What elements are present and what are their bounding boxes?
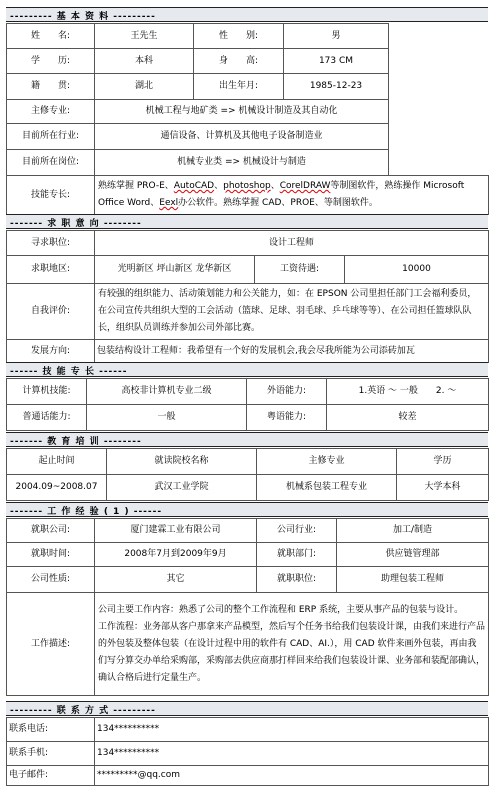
degree-value: 本科 (95, 49, 194, 74)
edu-header-major: 主修专业 (257, 449, 397, 475)
height-value: 173 CM (284, 49, 389, 74)
specialty-table (6, 175, 489, 215)
eval-label: 自我评价: (7, 284, 95, 340)
dept-label: 就职部门: (257, 543, 337, 567)
cantonese-value: 较差 (327, 405, 489, 431)
salary-value: 10000 (345, 256, 489, 284)
work-table (6, 518, 489, 696)
section-title: ------- 教 育 培 训 -------- (10, 437, 142, 447)
desc-paragraph: 工作流程：业务部从客户那拿来产品模型，然后写个任务书给我们包装设计课，由我们来进行产品的外包装及整体包装（在设计过程中用的软件有 CAD、AI.），用 CAD 软件来画外包装，再由我们写分算交办单给采购部，采购部去供应商那打样回来给我们包装设计课、业务部和装配部确认，确认合格后进行定量生产。 (98, 621, 486, 683)
mobile-label: 联系手机: (7, 742, 95, 766)
section-header-basic (6, 7, 488, 22)
dept-value: 供应链管理部 (337, 543, 489, 567)
edu-school: 武汉工业学院 (107, 475, 257, 501)
basic-info-table (6, 23, 389, 176)
birth-value: 1985-12-23 (284, 74, 389, 100)
name-value: 王先生 (95, 24, 194, 49)
position-value: 机械专业类 => 机械设计与制造 (95, 150, 389, 176)
desc-paragraph: 公司主要工作内容：熟悉了公司的整个工作流程和 ERP 系统，主要从事产品的包装与设计。 (98, 604, 464, 615)
origin-label: 籍 贯: (7, 74, 95, 100)
computer-label: 计算机技能: (7, 379, 87, 405)
mobile-value: 134********** (95, 742, 489, 766)
company-value: 厦门建霖工业有限公司 (95, 519, 257, 543)
nature-value: 其它 (95, 567, 257, 593)
skills-table (6, 378, 489, 431)
time-label: 就职时间: (7, 543, 95, 567)
job-value: 设计工程师 (95, 231, 489, 256)
edu-header-degree: 学历 (397, 449, 489, 475)
mandarin-label: 普通话能力: (7, 405, 87, 431)
education-table (6, 448, 489, 501)
ind-label: 公司行业: (257, 519, 337, 543)
foreign-label: 外语能力: (247, 379, 327, 405)
post-value: 助理包装工程师 (337, 567, 489, 593)
area-value: 光明新区 坪山新区 龙华新区 (95, 256, 255, 284)
edu-header-period: 起止时间 (7, 449, 107, 475)
eval-value: 有较强的组织能力、活动策划能力和公关能力，如：在 EPSON 公司里担任部门工会福利委员，在公司宣传共组织大型的工会活动（篮球、足球、羽毛球、乒乓球等等）、在公司担任篮球队队长，组织队员训练并参加公司外部比赛。 (95, 284, 489, 340)
salary-label: 工资待遇: (255, 256, 345, 284)
major-label: 主修专业: (7, 100, 95, 124)
ind-value: 加工/制造 (337, 519, 489, 543)
industry-label: 目前所在行业: (7, 124, 95, 150)
edu-period: 2004.09~2008.07 (7, 475, 107, 501)
section-title: ------- 工 作 经 验 ( 1 ) ------ (10, 507, 163, 517)
foreign-value: 1.英语 ～ 一般 2. ～ (327, 379, 489, 405)
edu-degree: 大学本科 (397, 475, 489, 501)
contact-table (6, 717, 489, 786)
birth-label: 出生年月: (194, 74, 284, 100)
education-header-row (7, 449, 489, 475)
desc-label: 工作描述: (7, 593, 95, 696)
table-row (7, 475, 489, 501)
specialty-label: 技能专长: (7, 176, 95, 215)
section-header-skills (6, 362, 488, 377)
edu-header-school: 就读院校名称 (107, 449, 257, 475)
specialty-value: 熟练掌握 PRO-E、AutoCAD、photoshop、CorelDRAW等制图软件，熟练操作 Microsoft Office Word、Eexl办公软件。熟练掌握 CAD、PROE、等制图软件。 (95, 176, 489, 215)
phone-label: 联系电话: (7, 718, 95, 742)
section-header-education (6, 432, 488, 447)
industry-value: 通信设备、计算机及其他电子设备制造业 (95, 124, 389, 150)
area-label: 求职地区: (7, 256, 95, 284)
section-title: ------- 求 职 意 向 -------- (10, 219, 142, 229)
section-title: --------- 联 系 方 式 --------- (10, 706, 156, 716)
post-label: 就职职位: (257, 567, 337, 593)
nature-label: 公司性质: (7, 567, 95, 593)
section-title: --------- 基 本 资 料 --------- (10, 12, 156, 22)
gender-label: 性 别: (194, 24, 284, 49)
origin-value: 湖北 (95, 74, 194, 100)
email-label: 电子邮件: (7, 766, 95, 786)
phone-value: 134********** (95, 718, 489, 742)
company-label: 就职公司: (7, 519, 95, 543)
section-header-intent (6, 214, 488, 229)
intent-table (6, 230, 489, 363)
desc-value (95, 593, 489, 696)
cantonese-label: 粤语能力: (247, 405, 327, 431)
dev-label: 发展方向: (7, 340, 95, 363)
name-label: 姓 名: (7, 24, 95, 49)
dev-value: 包装结构设计工程师：我希望有一个好的发展机会,我会尽我所能为公司添砖加瓦 (95, 340, 489, 363)
email-value: *********@qq.com (95, 766, 489, 786)
degree-label: 学 历: (7, 49, 95, 74)
section-header-work (6, 502, 488, 517)
position-label: 目前所在岗位: (7, 150, 95, 176)
major-value: 机械工程与地矿类 => 机械设计制造及其自动化 (95, 100, 389, 124)
computer-value: 高校非计算机专业二级 (87, 379, 247, 405)
section-title: ------ 技 能 专 长 ------ (10, 367, 128, 377)
time-value: 2008年7月到2009年9月 (95, 543, 257, 567)
height-label: 身 高: (194, 49, 284, 74)
edu-major: 机械系包装工程专业 (257, 475, 397, 501)
mandarin-value: 一般 (87, 405, 247, 431)
job-label: 寻求职位: (7, 231, 95, 256)
section-header-contact (6, 701, 488, 716)
gender-value: 男 (284, 24, 389, 49)
